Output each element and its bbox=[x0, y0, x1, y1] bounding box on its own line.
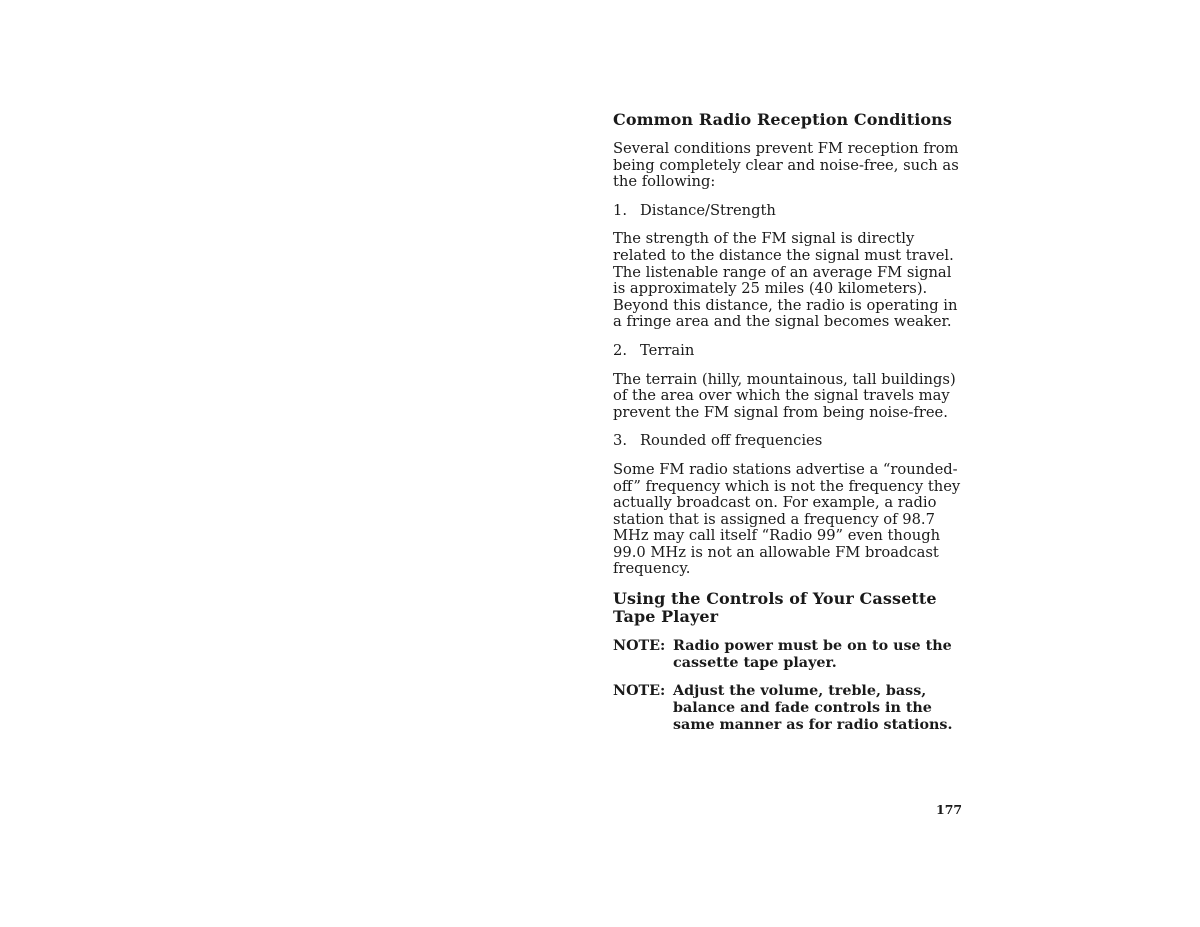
list-label: Terrain bbox=[640, 341, 695, 359]
list-number: 3. bbox=[613, 432, 628, 450]
page-number: 177 bbox=[936, 802, 963, 817]
note-text: Radio power must be on to use the cassette tape player. bbox=[673, 638, 952, 672]
rounded-frequencies-paragraph: Some FM radio stations advertise a “rounded-off” frequency which is not the frequency they actually broadcast on. For example, a radio station that is assigned a frequency of 98.7 MHz may call itself “Radio 99” even though 99.0 MHz is not an allowable FM broadcast frequency. bbox=[613, 460, 961, 578]
list-number: 1. bbox=[613, 201, 628, 219]
distance-paragraph: The strength of the FM signal is directly related to the distance the signal must travel. The listenable range of an average FM signal is approximately 25 miles (40 kilometers). Beyond this distance, the radio is operating in a fringe area and the signal becomes weaker. bbox=[613, 230, 958, 331]
intro-paragraph: Several conditions prevent FM reception from being completely clear and noise-free, such as the following: bbox=[613, 140, 959, 191]
note-radio-power bbox=[613, 638, 961, 672]
note-text: Adjust the volume, treble, bass, balance and fade controls in the same manner as for radio stations. bbox=[673, 683, 953, 734]
list-label: Distance/Strength bbox=[640, 201, 776, 219]
list-item-distance bbox=[613, 203, 961, 220]
note-label: NOTE: bbox=[613, 683, 666, 700]
terrain-paragraph: The terrain (hilly, mountainous, tall buildings) of the area over which the signal travels may prevent the FM signal from being noise-free. bbox=[613, 370, 956, 421]
section-heading-reception: Common Radio Reception Conditions bbox=[613, 110, 952, 129]
list-label: Rounded off frequencies bbox=[640, 432, 823, 450]
note-label: NOTE: bbox=[613, 638, 666, 655]
section-heading-cassette: Using the Controls of Your Cassette Tape Player bbox=[613, 589, 937, 627]
list-item-terrain bbox=[613, 343, 961, 360]
list-item-rounded-frequencies bbox=[613, 433, 961, 450]
list-number: 2. bbox=[613, 341, 628, 359]
page-content bbox=[613, 111, 961, 734]
note-adjust-controls bbox=[613, 683, 961, 734]
